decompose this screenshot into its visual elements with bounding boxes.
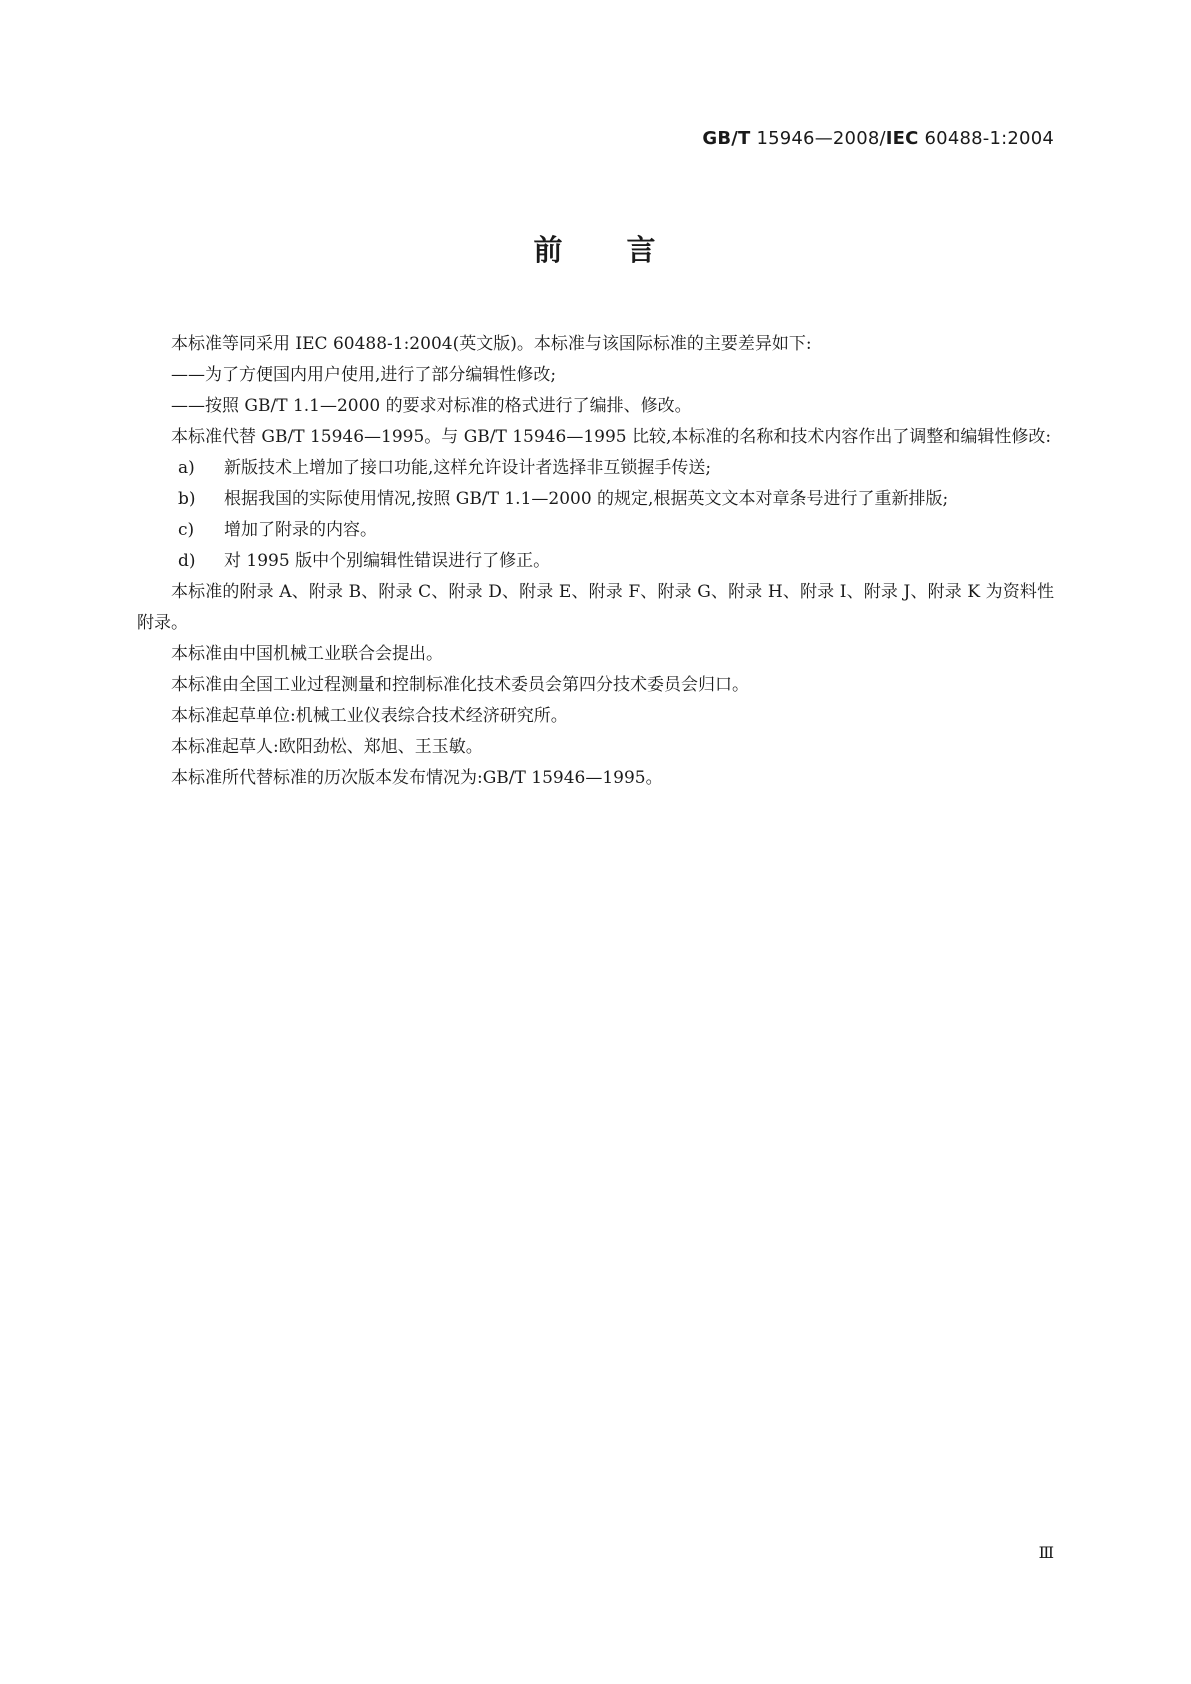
- standard-number-header: [702, 128, 1054, 149]
- paragraph-history: 本标准所代替标准的历次版本发布情况为:GB/T 15946—1995。: [171, 768, 663, 788]
- page-title: [0, 228, 1191, 269]
- title-char-1: 前: [533, 233, 565, 267]
- list-item-marker: a): [178, 458, 195, 478]
- std-code: GB/T: [702, 128, 751, 149]
- page-number: Ⅲ: [1038, 1543, 1054, 1562]
- dash-item-1: ——为了方便国内用户使用,进行了部分编辑性修改;: [171, 365, 557, 385]
- iec-number: 60488-1:2004: [924, 128, 1054, 149]
- paragraph-drafters: 本标准起草人:欧阳劲松、郑旭、王玉敏。: [171, 737, 483, 757]
- paragraph-drafting-unit: 本标准起草单位:机械工业仪表综合技术经济研究所。: [171, 706, 568, 726]
- iec-code: IEC: [885, 128, 919, 149]
- list-item-marker: b): [178, 489, 196, 509]
- list-item-marker: d): [178, 551, 196, 571]
- list-item-marker: c): [178, 520, 195, 540]
- list-item: [137, 546, 1054, 577]
- list-item: [137, 453, 1054, 484]
- paragraph-committee: 本标准由全国工业过程测量和控制标准化技术委员会第四分技术委员会归口。: [171, 675, 749, 695]
- dash-item-2: ——按照 GB/T 1.1—2000 的要求对标准的格式进行了编排、修改。: [171, 396, 692, 416]
- list-item-text: 新版技术上增加了接口功能,这样允许设计者选择非互锁握手传送;: [224, 458, 712, 478]
- std-number: 15946—2008/: [756, 128, 886, 149]
- list-item: [137, 515, 1054, 546]
- paragraph-adoption: 本标准等同采用 IEC 60488-1:2004(英文版)。本标准与该国际标准的主要差异如下:: [171, 334, 812, 354]
- list-item: [137, 484, 1054, 515]
- foreword-body: [137, 329, 1054, 794]
- list-item-text: 增加了附录的内容。: [224, 520, 377, 540]
- list-item-text: 根据我国的实际使用情况,按照 GB/T 1.1—2000 的规定,根据英文文本对章条号进行了重新排版;: [224, 489, 949, 509]
- list-item-text: 对 1995 版中个别编辑性错误进行了修正。: [224, 551, 551, 571]
- paragraph-proposer: 本标准由中国机械工业联合会提出。: [171, 644, 443, 664]
- paragraph-annexes: 本标准的附录 A、附录 B、附录 C、附录 D、附录 E、附录 F、附录 G、附录 H、附录 I、附录 J、附录 K 为资料性附录。: [137, 582, 1054, 633]
- paragraph-replacement: 本标准代替 GB/T 15946—1995。与 GB/T 15946—1995 比较,本标准的名称和技术内容作出了调整和编辑性修改:: [171, 427, 1052, 447]
- title-char-2: 言: [626, 233, 658, 267]
